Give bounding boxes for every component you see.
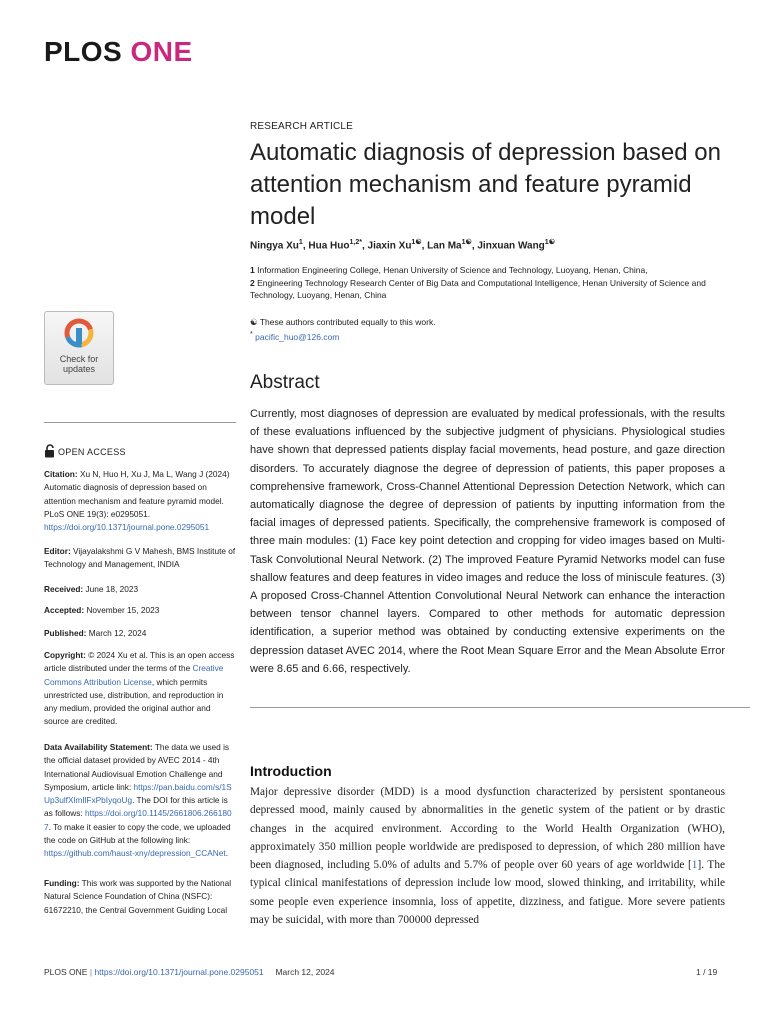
author-affil-sup: 1	[298, 239, 303, 246]
affiliation-number: 2	[250, 278, 255, 288]
data-availability-text-2: . The DOI for this article is as follows:	[44, 795, 228, 819]
logo-one: ONE	[130, 36, 193, 67]
citation-block	[44, 468, 236, 534]
copyright-text: © 2024 Xu et al. This is an open access article distributed under the terms of the	[44, 650, 235, 674]
published-date: March 12, 2024	[88, 628, 147, 638]
editor-text: Vijayalakshmi G V Mahesh, BMS Institute of Technology and Management, INDIA	[44, 546, 236, 570]
affiliation-text: Engineering Technology Research Center of Big Data and Computational Intelligence, Henan University of Science and Technology, Luoyang, Henan, China	[250, 278, 706, 300]
data-availability-label: Data Availability Statement:	[44, 742, 153, 752]
accepted-block	[44, 604, 236, 617]
received-date: June 18, 2023	[85, 584, 139, 594]
affiliation-number: 1	[250, 265, 255, 275]
published-block	[44, 627, 236, 640]
article-type: RESEARCH ARTICLE	[250, 121, 354, 132]
data-availability-text-4: .	[225, 848, 229, 859]
received-label: Received:	[44, 584, 84, 594]
corresponding-note: * pacific_huo@126.com	[250, 330, 340, 342]
introduction-text	[250, 783, 725, 929]
article-title: Automatic diagnosis of depression based on attention mechanism and feature pyramid model	[250, 139, 721, 230]
intro-text-pre: Major depressive disorder (MDD) is a mood dysfunction characterized by persistent spontaneous depressed mood, mainly caused by abnormalities in the genetic system of the patient or by drastic changes in the acquired environment. According to the World Health Organization (WHO), approximately 350 million people worldwide are predisposed to depression, of which 280 million have been diagnosed, including 5.0% of adults and 5.7% of people over 60 years of age worldwide [	[250, 786, 725, 872]
badge-text	[45, 354, 113, 374]
equal-contribution-note	[250, 317, 436, 328]
footer-doi-link[interactable]: https://doi.org/10.1371/journal.pone.0295051	[94, 967, 264, 977]
copyright-block	[44, 649, 236, 729]
funding-text: This work was supported by the National Natural Science Foundation of China (NSFC): 61672210, the Central Government Guiding Local	[44, 878, 232, 915]
citation-text: Xu N, Huo H, Xu J, Ma L, Wang J (2024) Automatic diagnosis of depression based on attention mechanism and feature pyramid model. PLoS ONE 19(3): e0295051.	[44, 469, 230, 519]
badge-line-2: updates	[62, 364, 96, 374]
data-availability-text-3: . To make it easier to copy the code, we uploaded the code on GitHub at the following link:	[44, 821, 231, 846]
license-link[interactable]: Creative Commons Attribution License	[44, 663, 224, 687]
open-lock-icon	[44, 444, 56, 458]
author-list: Ningya Xu$^1$, Hua Huo$^{1,2*}$, Jiaxin $Xu^{1☯}$, Lan $Ma^{1☯}$, Jinxuan Wang$^{1☯}$	[250, 239, 555, 252]
equal-contribution-icon: ☯	[250, 317, 258, 327]
crossmark-icon	[64, 318, 94, 348]
author-affil-sup: 1,2	[349, 239, 360, 246]
open-access-text: OPEN ACCESS	[58, 447, 126, 457]
equal-contribution-text: These authors contributed equally to this work.	[259, 317, 436, 327]
introduction-heading: Introduction	[250, 763, 332, 779]
affiliation-2	[250, 277, 720, 301]
data-availability-block	[44, 741, 236, 861]
footer-journal: PLOS ONE	[44, 967, 88, 977]
affiliation-text: Information Engineering College, Henan University of Science and Technology, Luoyang, Henan, China,	[257, 265, 648, 275]
check-for-updates-badge[interactable]	[44, 311, 114, 385]
received-block	[44, 583, 236, 596]
corresponding-email-link[interactable]: pacific_huo@126.com	[255, 331, 340, 342]
affiliation-1	[250, 264, 720, 276]
author-name: Ningya Xu	[250, 240, 299, 252]
page-number: 1 / 19	[696, 967, 718, 977]
data-availability-text: The data we used is the official dataset provided by AVEC 2014 - 4th International Audiovisual Emotion Challenge and Symposium, article link:	[44, 742, 230, 792]
accepted-label: Accepted:	[44, 605, 85, 615]
open-access-label	[44, 444, 126, 458]
author-affil-sup: 1	[411, 239, 416, 246]
logo-plos: PLOS	[44, 36, 123, 67]
abstract-heading: Abstract	[250, 372, 320, 393]
github-link[interactable]: https://github.com/haust-xny/depression_CCANet	[44, 848, 226, 859]
editor-label: Editor:	[44, 546, 71, 556]
editor-block	[44, 545, 236, 572]
sidebar-divider	[44, 422, 236, 423]
copyright-text-post: , which permits unrestricted use, distribution, and reproduction in any medium, provided the original author and source are credited.	[44, 676, 224, 727]
author-name: Lan Ma	[427, 240, 462, 252]
footer-separator: |	[89, 967, 93, 977]
citation-label: Citation:	[44, 469, 78, 479]
page-footer	[44, 967, 335, 977]
footer-date: March 12, 2024	[275, 967, 335, 977]
funding-label: Funding:	[44, 878, 80, 888]
badge-line-1: Check for	[59, 354, 99, 364]
abstract-text: Currently, most diagnoses of depression are evaluated by medical professionals, with the results of these evaluations influenced by the subjective judgment of physicians. Physiological studies have shown that depressed patients display facial movements, head posture, and gaze direction disorders. To accurately diagnose the degree of depression of patients, this paper proposes a comprehensive framework, Cross-Channel Attentional Depression Detection Network, which can automatically diagnose the degree of depression of patients by inputting information from the facial images of depressed patients. Specifically, the comprehensive framework is composed of three main modules: (1) Face key point detection and cropping for video images based on Multi-Task Convolutional Neural Network. (2) The improved Feature Pyramid Networks model can fuse shallow features and deep features in video images and reduce the loss of miniscule features. (3) A proposed Cross-Channel Attention Convolutional Neural Network can enhance the interaction between tensor channel layers. Compared to other methods for automatic depression identification, a superior method was obtained by conducting extensive experiments on the depression dataset AVEC 2014, where the Root Mean Square Error and the Mean Absolute Error were 8.65 and 6.66, respectively.	[250, 408, 725, 675]
copyright-label: Copyright:	[44, 650, 86, 660]
accepted-date: November 15, 2023	[86, 605, 160, 615]
author-affil-sup: 1	[544, 239, 549, 246]
author-name: Hua Huo	[308, 240, 350, 252]
author-affil-sup: 1	[461, 239, 466, 246]
avec-doi-link[interactable]: https://doi.org/10.1145/2661806.2661807	[44, 808, 232, 832]
citation-doi-link[interactable]: https://doi.org/10.1371/journal.pone.0295051	[44, 522, 210, 533]
funding-block	[44, 877, 236, 917]
author-name: Jiaxin Xu	[367, 240, 412, 252]
dataset-link[interactable]: https://pan.baidu.com/s/1SUp3ulfXlmIlFxPbIyqoUg	[44, 781, 232, 806]
intro-text-post: ]. The typical clinical manifestations of depression include low mood, slowed thinking, and irritability, while some people even experience insomnia, loss of appetite, dizziness, and fatigue. More severe patients may be suicidal, with more than 700000 depressed	[250, 859, 725, 927]
author-name: Jinxuan Wang	[477, 240, 545, 252]
journal-logo	[44, 36, 193, 68]
reference-link[interactable]: 1	[691, 859, 698, 872]
published-label: Published:	[44, 628, 87, 638]
abstract-divider	[250, 707, 750, 708]
